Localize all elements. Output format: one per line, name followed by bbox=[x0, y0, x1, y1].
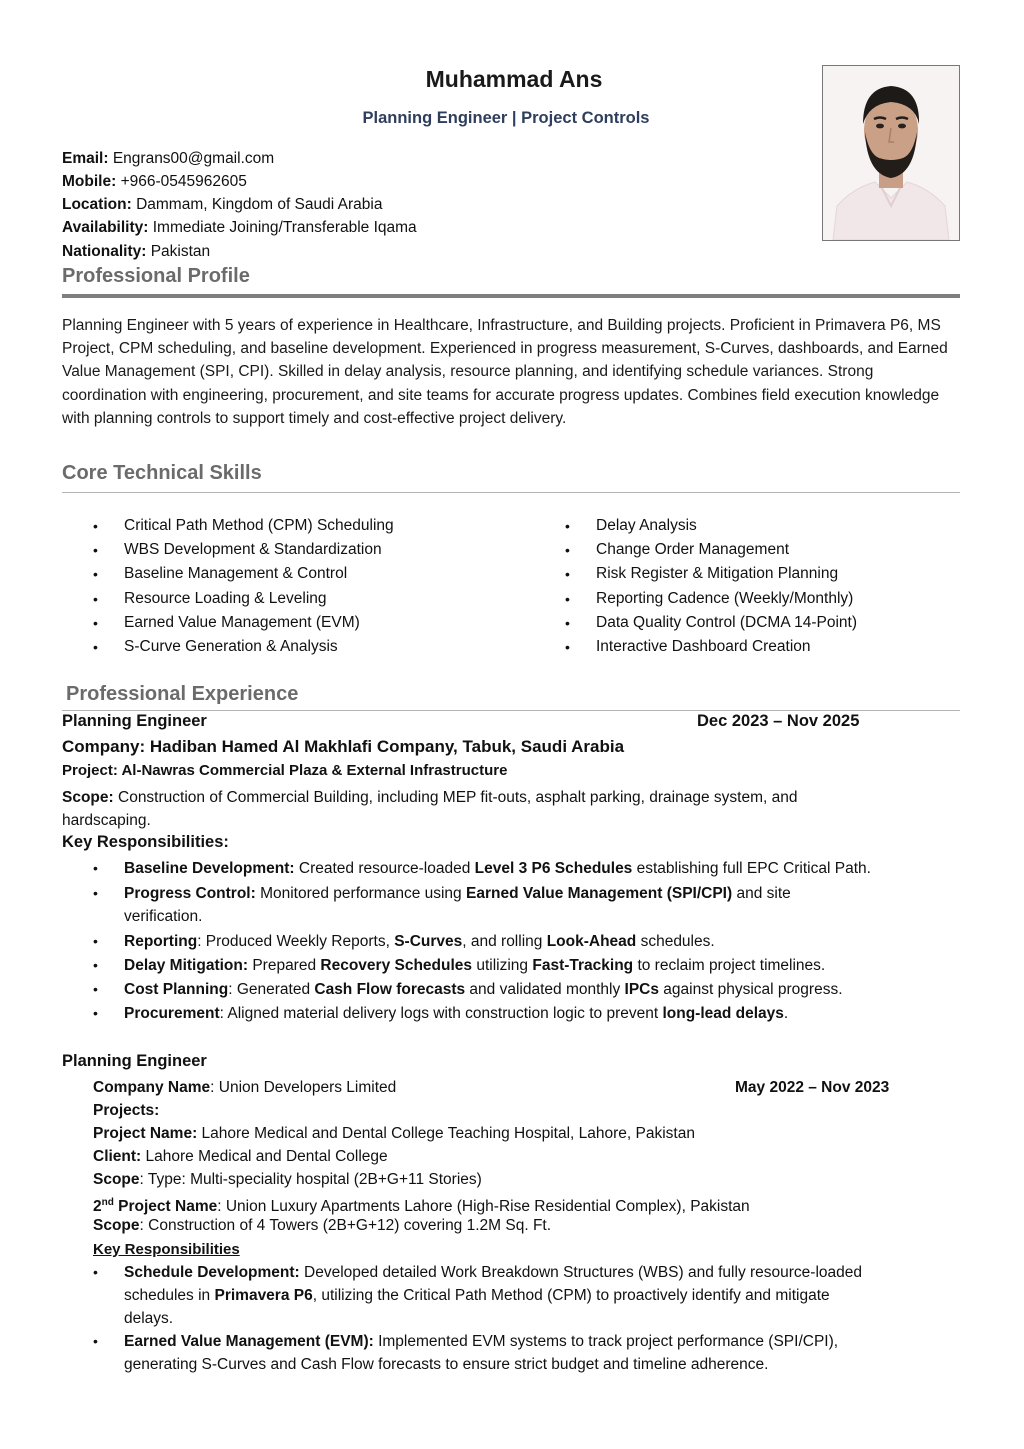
contact-availability: Availability: Immediate Joining/Transferable Iqama bbox=[62, 219, 417, 236]
job1-project: Project: Al-Nawras Commercial Plaza & External Infrastructure bbox=[62, 762, 508, 779]
job2-project2: 2nd Project Name: Union Luxury Apartments Lahore (High-Rise Residential Complex), Pakistan bbox=[93, 1197, 750, 1216]
bullet-icon: • bbox=[565, 542, 570, 559]
job2-resp-schedule-cont: schedules in Primavera P6, utilizing the Critical Path Method (CPM) to proactively identify and mitigate bbox=[124, 1287, 830, 1304]
bullet-icon: • bbox=[93, 614, 98, 631]
contact-nationality: Nationality: Pakistan bbox=[62, 243, 211, 260]
job2-scope2: Scope: Construction of 4 Towers (2B+G+12) covering 1.2M Sq. Ft. bbox=[93, 1217, 552, 1234]
job1-resp-procurement: • Procurement: Aligned material delivery logs with construction logic to prevent long-lead delays. bbox=[124, 1002, 788, 1025]
list-item: • Earned Value Management (EVM) bbox=[124, 611, 394, 635]
bullet-icon: • bbox=[93, 542, 98, 559]
list-item: • Risk Register & Mitigation Planning bbox=[596, 562, 857, 586]
person-photo-icon bbox=[823, 66, 959, 240]
skills-divider bbox=[62, 492, 960, 493]
experience-divider bbox=[62, 710, 960, 711]
list-item: • Change Order Management bbox=[596, 538, 857, 562]
list-item: • Critical Path Method (CPM) Scheduling bbox=[124, 514, 394, 538]
bullet-icon: • bbox=[565, 638, 570, 655]
bullet-icon: • bbox=[565, 590, 570, 607]
skills-heading: Core Technical Skills bbox=[62, 462, 262, 484]
job1-resp-cost: • Cost Planning: Generated Cash Flow forecasts and validated monthly IPCs against physical progress. bbox=[124, 978, 843, 1001]
profile-photo bbox=[822, 65, 960, 241]
bullet-icon: • bbox=[93, 885, 98, 901]
job2-role: Planning Engineer bbox=[62, 1052, 207, 1070]
list-item: • Data Quality Control (DCMA 14-Point) bbox=[596, 611, 857, 635]
job1-resp-delay: • Delay Mitigation: Prepared Recovery Schedules utilizing Fast-Tracking to reclaim project timelines. bbox=[124, 954, 825, 977]
bullet-icon: • bbox=[93, 1005, 98, 1021]
job1-dates: Dec 2023 – Nov 2025 bbox=[697, 712, 860, 730]
nationality-value: Pakistan bbox=[150, 243, 211, 260]
skills-list-right bbox=[565, 514, 858, 659]
bullet-icon: • bbox=[93, 957, 98, 973]
bullet-icon: • bbox=[93, 1333, 98, 1349]
job2-resp-schedule: • Schedule Development: Developed detailed Work Breakdown Structures (WBS) and fully resource-loaded bbox=[124, 1261, 862, 1284]
job2-client: Client: Lahore Medical and Dental College bbox=[93, 1148, 388, 1165]
job2-resp-heading: Key Responsibilities bbox=[93, 1241, 240, 1258]
profile-divider bbox=[62, 294, 960, 298]
job1-resp-baseline: • Baseline Development: Created resource-loaded Level 3 P6 Schedules establishing full EPC Critical Path. bbox=[124, 857, 871, 880]
bullet-icon: • bbox=[93, 518, 98, 534]
job1-resp-progress: • Progress Control: Monitored performance using Earned Value Management (SPI/CPI) and site bbox=[124, 882, 791, 905]
location-value: Dammam, Kingdom of Saudi Arabia bbox=[136, 196, 383, 213]
list-item: • S-Curve Generation & Analysis bbox=[124, 635, 394, 659]
contact-email: Email: Engrans00@gmail.com bbox=[62, 150, 275, 167]
bullet-icon: • bbox=[93, 590, 98, 607]
bullet-icon: • bbox=[93, 566, 98, 583]
availability-value: Immediate Joining/Transferable Iqama bbox=[152, 219, 417, 236]
job2-resp-evm-cont: generating S-Curves and Cash Flow forecasts to ensure strict budget and timeline adherence. bbox=[124, 1356, 769, 1373]
skills-list-left bbox=[93, 514, 394, 659]
bullet-icon: • bbox=[565, 614, 570, 631]
job2-resp-evm: • Earned Value Management (EVM): Implemented EVM systems to track project performance (SPI/CPI), bbox=[124, 1330, 838, 1353]
contact-mobile: Mobile: +966-0545962605 bbox=[62, 173, 247, 190]
profile-heading: Professional Profile bbox=[62, 265, 250, 287]
list-item: • Delay Analysis bbox=[596, 514, 857, 538]
bullet-icon: • bbox=[93, 933, 98, 949]
experience-heading: Professional Experience bbox=[66, 683, 299, 705]
list-item: • Interactive Dashboard Creation bbox=[596, 635, 857, 659]
email-value[interactable]: Engrans00@gmail.com bbox=[112, 150, 275, 167]
list-item: • Reporting Cadence (Weekly/Monthly) bbox=[596, 587, 857, 611]
bullet-icon: • bbox=[93, 638, 98, 655]
profile-summary: Planning Engineer with 5 years of experience in Healthcare, Infrastructure, and Building projects. Proficient in Primavera P6, MS Project, CPM scheduling, and baseline development. Experienced in progress measurement, S-Curves, dashboards, and Earned Value Management (SPI, CPI). Skilled in delay analysis, resource planning, and identifying schedule variances. Strong coordination with engineering, procurement, and site teams for accurate progress updates. Combines field execution knowledge with planning controls to support timely and cost-effective project delivery. bbox=[62, 317, 948, 427]
job1-role: Planning Engineer bbox=[62, 712, 207, 730]
job1-resp-reporting: • Reporting: Produced Weekly Reports, S-Curves, and rolling Look-Ahead schedules. bbox=[124, 930, 715, 953]
job1-company: Company: Hadiban Hamed Al Makhlafi Company, Tabuk, Saudi Arabia bbox=[62, 737, 625, 756]
list-item: • Baseline Management & Control bbox=[124, 562, 394, 586]
contact-location: Location: Dammam, Kingdom of Saudi Arabia bbox=[62, 196, 383, 213]
job2-projects-label: Projects: bbox=[93, 1102, 160, 1119]
job1-resp-progress-cont: verification. bbox=[124, 908, 203, 925]
candidate-title: Planning Engineer | Project Controls bbox=[362, 109, 650, 127]
job1-scope: Scope: Construction of Commercial Building, including MEP fit-outs, asphalt parking, drainage system, and bbox=[62, 789, 798, 806]
job2-dates: May 2022 – Nov 2023 bbox=[735, 1079, 890, 1096]
candidate-name: Muhammad Ans bbox=[425, 66, 603, 92]
job2-company: Company Name: Union Developers Limited bbox=[93, 1079, 397, 1096]
bullet-icon: • bbox=[565, 518, 570, 534]
bullet-icon: • bbox=[93, 1264, 98, 1280]
bullet-icon: • bbox=[93, 860, 98, 876]
job1-scope-cont: hardscaping. bbox=[62, 812, 151, 829]
job2-project1: Project Name: Lahore Medical and Dental College Teaching Hospital, Lahore, Pakistan bbox=[93, 1125, 695, 1142]
bullet-icon: • bbox=[565, 566, 570, 583]
list-item: • Resource Loading & Leveling bbox=[124, 587, 394, 611]
job2-resp-schedule-cont2: delays. bbox=[124, 1310, 174, 1327]
list-item: • WBS Development & Standardization bbox=[124, 538, 394, 562]
job2-scope1: Scope: Type: Multi-speciality hospital (2B+G+11 Stories) bbox=[93, 1171, 482, 1188]
bullet-icon: • bbox=[93, 981, 98, 997]
mobile-value: +966-0545962605 bbox=[120, 173, 247, 190]
job1-resp-heading: Key Responsibilities: bbox=[62, 833, 229, 851]
